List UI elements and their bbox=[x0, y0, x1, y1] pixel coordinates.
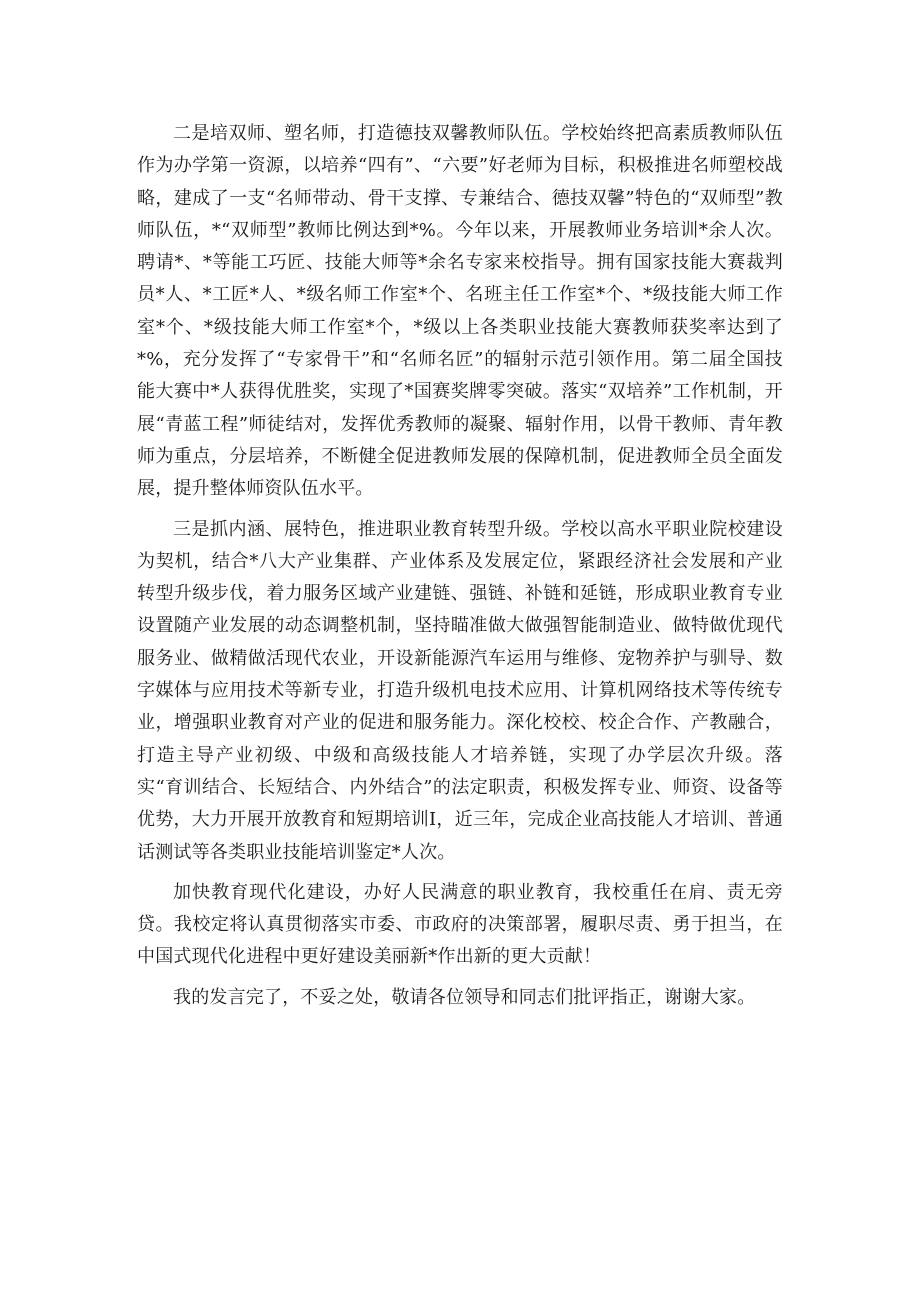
document-body bbox=[137, 118, 783, 1014]
paragraph-closing: 我的发言完了，不妥之处，敬请各位领导和同志们批评指正，谢谢大家。 bbox=[173, 986, 756, 1008]
paragraph-commitment: 加快教育现代化建设，办好人民满意的职业教育，我校重任在肩、责无旁贷。我校定将认真贯彻落实市委、市政府的决策部署，履职尽责、勇于担当，在中国式现代化进程中更好建设美丽新*作出新的更大贡献！ bbox=[137, 881, 783, 968]
paragraph-vocational-upgrade: 三是抓内涵、展特色，推进职业教育转型升级。学校以高水平职业院校建设为契机，结合*八大产业集群、产业体系及发展定位，紧跟经济社会发展和产业转型升级步伐，着力服务区域产业建链、强链、补链和延链，形成职业教育专业设置随产业发展的动态调整机制，坚持瞄准做大做强智能制造业、做特做优现代服务业、做精做活现代农业，开设新能源汽车运用与维修、宠物养护与驯导、数字媒体与应用技术等新专业，打造升级机电技术应用、计算机网络技术等传统专业，增强职业教育对产业的促进和服务能力。深化校校、校企合作、产教融合，打造主导产业初级、中级和高级技能人才培养链，实现了办学层次升级。落实“育训结合、长短结合、内外结合”的法定职责，积极发挥专业、师资、设备等优势，大力开展开放教育和短期培训I，近三年，完成企业高技能人才培训、普通话测试等各类职业技能培训鉴定*人次。 bbox=[137, 518, 783, 863]
paragraph-teacher-team: 二是培双师、塑名师，打造德技双馨教师队伍。学校始终把高素质教师队伍作为办学第一资源，以培养“四有”、“六要”好老师为目标，积极推进名师塑校战略，建成了一支“名师带动、骨干支撑、专兼结合、德技双馨”特色的“双师型”教师队伍，*“双师型”教师比例达到*%。今年以来，开展教师业务培训*余人次。聘请*、*等能工巧匠、技能大师等*余名专家来校指导。拥有国家技能大赛裁判员*人、*工匠*人、*级名师工作室*个、名班主任工作室*个、*级技能大师工作室*个、*级技能大师工作室*个，*级以上各类职业技能大赛教师获奖率达到了*%，充分发挥了“专家骨干”和“名师名匠”的辐射示范引领作用。第二届全国技能大赛中*人获得优胜奖，实现了*国赛奖牌零突破。落实“双培养”工作机制，开展“青蓝工程”师徒结对，发挥优秀教师的凝聚、辐射作用，以骨干教师、青年教师为重点，分层培养，不断健全促进教师发展的保障机制，促进教师全员全面发展，提升整体师资队伍水平。 bbox=[137, 123, 783, 500]
